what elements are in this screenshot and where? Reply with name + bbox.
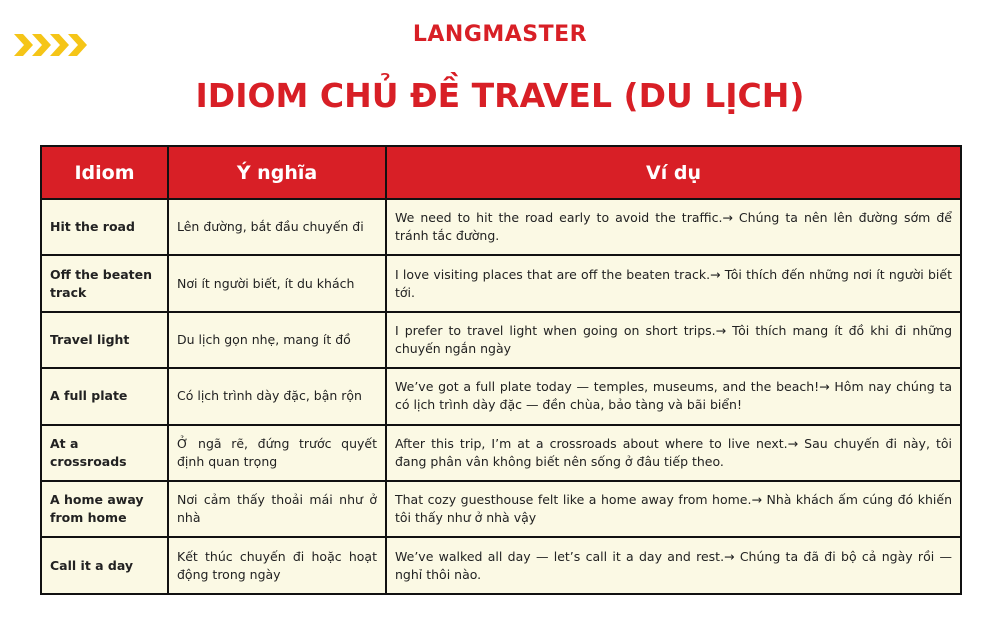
header-example: Ví dụ: [386, 146, 961, 199]
meaning-cell: Ở ngã rẽ, đứng trước quyết định quan trọng: [168, 425, 386, 481]
idiom-cell: A home away from home: [41, 481, 168, 537]
example-cell: I prefer to travel light when going on short trips.→ Tôi thích mang ít đồ khi đi những chuyến ngắn ngày: [386, 312, 961, 368]
example-cell: I love visiting places that are off the beaten track.→ Tôi thích đến những nơi ít người biết tới.: [386, 255, 961, 311]
brand-logo: LANGMASTER: [412, 22, 588, 47]
meaning-cell: Có lịch trình dày đặc, bận rộn: [168, 368, 386, 424]
meaning-cell: Nơi cảm thấy thoải mái như ở nhà: [168, 481, 386, 537]
idiom-cell: A full plate: [41, 368, 168, 424]
meaning-cell: Kết thúc chuyến đi hoặc hoạt động trong ngày: [168, 537, 386, 593]
idiom-table: [40, 145, 962, 595]
example-cell: After this trip, I’m at a crossroads about where to live next.→ Sau chuyến đi này, tôi đang phân vân không biết nên sống ở đâu tiếp theo.: [386, 425, 961, 481]
example-cell: We need to hit the road early to avoid the traffic.→ Chúng ta nên lên đường sớm để tránh tắc đường.: [386, 199, 961, 255]
idiom-cell: Off the beaten track: [41, 255, 168, 311]
example-cell: That cozy guesthouse felt like a home away from home.→ Nhà khách ấm cúng đó khiến tôi thấy như ở nhà vậy: [386, 481, 961, 537]
idiom-cell: Travel light: [41, 312, 168, 368]
table-row: [41, 368, 961, 424]
meaning-cell: Du lịch gọn nhẹ, mang ít đồ: [168, 312, 386, 368]
table-row: [41, 481, 961, 537]
table-row: [41, 312, 961, 368]
table-row: [41, 425, 961, 481]
idiom-cell: Call it a day: [41, 537, 168, 593]
table-row: [41, 537, 961, 593]
meaning-cell: Nơi ít người biết, ít du khách: [168, 255, 386, 311]
header-idiom: Idiom: [41, 146, 168, 199]
example-cell: We’ve walked all day — let’s call it a day and rest.→ Chúng ta đã đi bộ cả ngày rồi — nghỉ thôi nào.: [386, 537, 961, 593]
meaning-cell: Lên đường, bắt đầu chuyến đi: [168, 199, 386, 255]
example-cell: We’ve got a full plate today — temples, museums, and the beach!→ Hôm nay chúng ta có lịch trình dày đặc — đền chùa, bảo tàng và bãi biển!: [386, 368, 961, 424]
idiom-cell: Hit the road: [41, 199, 168, 255]
table-row: [41, 255, 961, 311]
page-title: IDIOM CHỦ ĐỀ TRAVEL (DU LỊCH): [195, 76, 805, 115]
idiom-cell: At a crossroads: [41, 425, 168, 481]
header-meaning: Ý nghĩa: [168, 146, 386, 199]
table-header-row: [41, 146, 961, 199]
table-row: [41, 199, 961, 255]
